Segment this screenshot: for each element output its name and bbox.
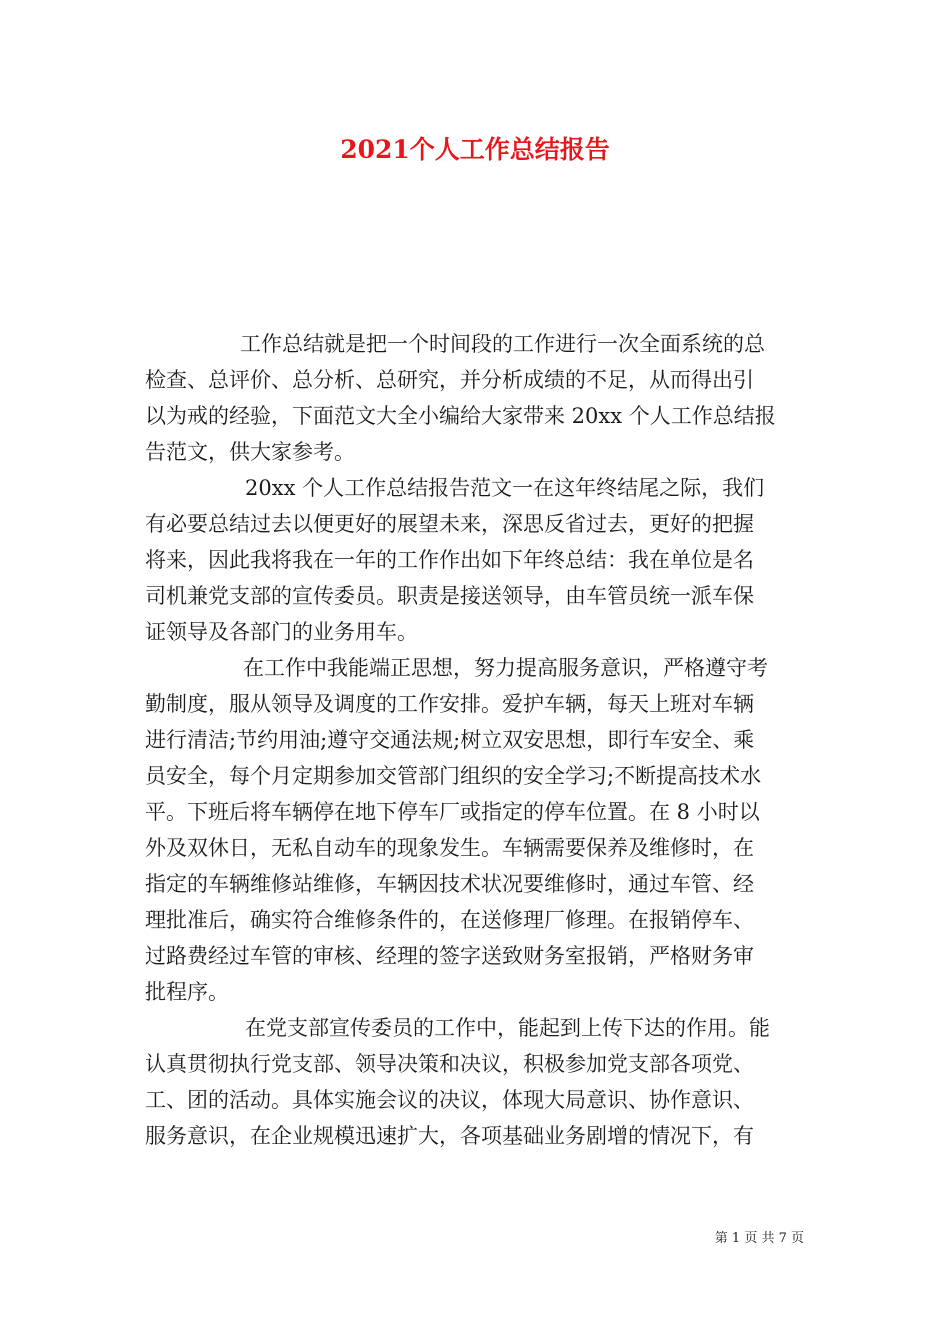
text-line: 告范文，供大家参考。 [145, 440, 355, 464]
text-line: 勤制度，服从领导及调度的工作安排。爱护车辆，每天上班对车辆 [145, 692, 754, 716]
text-line: 在党支部宣传委员的工作中，能起到上传下达的作用。能 [245, 1016, 770, 1040]
paragraph-3 [145, 650, 805, 1010]
text-line: 以为戒的经验，下面范文大全小编给大家带来 20xx 个人工作总结报 [145, 404, 776, 428]
text-line: 服务意识，在企业规模迅速扩大，各项基础业务剧增的情况下，有 [145, 1124, 754, 1148]
paragraph-4 [145, 1010, 805, 1154]
document-body [145, 326, 805, 1154]
text-line: 指定的车辆维修站维修，车辆因技术状况要维修时，通过车管、经 [145, 872, 754, 896]
text-line: 员安全，每个月定期参加交管部门组织的安全学习;不断提高技术水 [145, 764, 762, 788]
page-number: 第 1 页 共 7 页 [714, 1231, 804, 1246]
paragraph-2 [145, 470, 805, 650]
text-line: 认真贯彻执行党支部、领导决策和决议，积极参加党支部各项党、 [145, 1052, 754, 1076]
text-line: 证领导及各部门的业务用车。 [145, 620, 418, 644]
text-line: 外及双休日，无私自动车的现象发生。车辆需要保养及维修时，在 [145, 836, 754, 860]
text-line: 有必要总结过去以便更好的展望未来，深思反省过去，更好的把握 [145, 512, 754, 536]
text-line: 在工作中我能端正思想，努力提高服务意识，严格遵守考 [243, 656, 768, 680]
text-line: 过路费经过车管的审核、经理的签字送致财务室报销，严格财务审 [145, 944, 754, 968]
paragraph-1 [145, 326, 805, 470]
text-line: 司机兼党支部的宣传委员。职责是接送领导，由车管员统一派车保 [145, 584, 754, 608]
text-line: 将来，因此我将我在一年的工作作出如下年终总结：我在单位是名 [145, 548, 754, 572]
text-line: 进行清洁;节约用油;遵守交通法规;树立双安思想，即行车安全、乘 [145, 728, 755, 752]
text-line: 批程序。 [145, 980, 229, 1004]
text-line: 工、团的活动。具体实施会议的决议，体现大局意识、协作意识、 [145, 1088, 754, 1112]
text-line: 理批准后，确实符合维修条件的，在送修理厂修理。在报销停车、 [145, 908, 754, 932]
text-line: 工作总结就是把一个时间段的工作进行一次全面系统的总 [240, 332, 765, 356]
text-line: 20xx 个人工作总结报告范文一在这年终结尾之际，我们 [245, 476, 765, 500]
text-line: 检查、总评价、总分析、总研究，并分析成绩的不足，从而得出引 [145, 368, 754, 392]
text-line: 平。下班后将车辆停在地下停车厂或指定的停车位置。在 8 小时以 [145, 800, 760, 824]
page-title: 2021个人工作总结报告 [340, 135, 610, 164]
